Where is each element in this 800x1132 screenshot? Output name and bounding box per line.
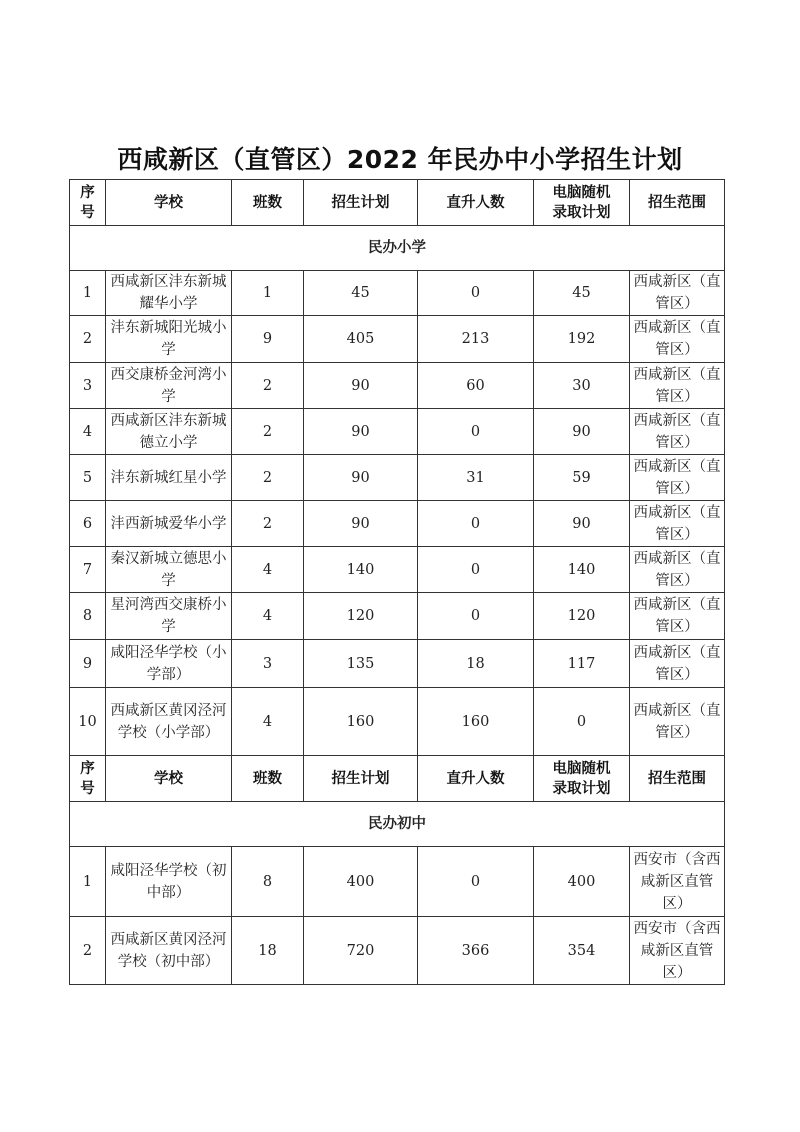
header-no: 序号: [70, 180, 106, 226]
class-count: 8: [232, 847, 304, 917]
enrollment-scope: 西咸新区（直管区）: [630, 640, 725, 688]
direct-promotion-count: 213: [418, 316, 534, 363]
table-row: [70, 847, 725, 917]
row-number: 7: [70, 547, 106, 593]
table-row: [70, 271, 725, 316]
row-number: 10: [70, 688, 106, 756]
table-row: [70, 455, 725, 501]
table-row: [70, 409, 725, 455]
table-header-row: [70, 180, 725, 226]
school-name: 西咸新区沣东新城德立小学: [106, 409, 232, 455]
direct-promotion-count: 0: [418, 847, 534, 917]
header-plan: 招生计划: [304, 180, 418, 226]
row-number: 3: [70, 363, 106, 409]
class-count: 2: [232, 501, 304, 547]
random-admission-plan: 45: [534, 271, 630, 316]
enrollment-scope: 西咸新区（直管区）: [630, 316, 725, 363]
enrollment-plan: 160: [304, 688, 418, 756]
header-classes: 班数: [232, 180, 304, 226]
enrollment-plan: 400: [304, 847, 418, 917]
enrollment-plan: 90: [304, 501, 418, 547]
enrollment-plan: 90: [304, 363, 418, 409]
class-count: 2: [232, 455, 304, 501]
table-row: [70, 688, 725, 756]
enrollment-scope: 西咸新区（直管区）: [630, 547, 725, 593]
direct-promotion-count: 60: [418, 363, 534, 409]
enrollment-plan: 140: [304, 547, 418, 593]
class-count: 1: [232, 271, 304, 316]
enrollment-plan: 90: [304, 409, 418, 455]
school-name: 星河湾西交康桥小学: [106, 593, 232, 640]
row-number: 1: [70, 271, 106, 316]
table-row: [70, 640, 725, 688]
row-number: 8: [70, 593, 106, 640]
row-number: 1: [70, 847, 106, 917]
table-row: [70, 501, 725, 547]
random-admission-plan: 90: [534, 501, 630, 547]
class-count: 9: [232, 316, 304, 363]
header-classes: 班数: [232, 756, 304, 802]
random-admission-plan: 400: [534, 847, 630, 917]
section-heading-row: [70, 226, 725, 271]
school-name: 秦汉新城立德思小学: [106, 547, 232, 593]
random-admission-plan: 120: [534, 593, 630, 640]
section-heading-row: [70, 802, 725, 847]
table-body: [70, 180, 725, 985]
school-name: 西交康桥金河湾小学: [106, 363, 232, 409]
enrollment-plan: 135: [304, 640, 418, 688]
class-count: 4: [232, 688, 304, 756]
section-heading: 民办小学: [70, 226, 725, 271]
direct-promotion-count: 366: [418, 917, 534, 985]
row-number: 2: [70, 316, 106, 363]
header-school: 学校: [106, 180, 232, 226]
school-name: 沣东新城红星小学: [106, 455, 232, 501]
random-admission-plan: 30: [534, 363, 630, 409]
class-count: 4: [232, 547, 304, 593]
enrollment-plan: 120: [304, 593, 418, 640]
random-admission-plan: 354: [534, 917, 630, 985]
row-number: 5: [70, 455, 106, 501]
class-count: 2: [232, 409, 304, 455]
row-number: 4: [70, 409, 106, 455]
school-name: 沣西新城爱华小学: [106, 501, 232, 547]
header-no: 序号: [70, 756, 106, 802]
table-row: [70, 593, 725, 640]
header-direct: 直升人数: [418, 756, 534, 802]
direct-promotion-count: 160: [418, 688, 534, 756]
enrollment-scope: 西咸新区（直管区）: [630, 593, 725, 640]
enrollment-scope: 西咸新区（直管区）: [630, 409, 725, 455]
page-title: 西咸新区（直管区）2022 年民办中小学招生计划: [117, 145, 683, 174]
enrollment-plan: 405: [304, 316, 418, 363]
random-admission-plan: 140: [534, 547, 630, 593]
direct-promotion-count: 0: [418, 271, 534, 316]
random-admission-plan: 117: [534, 640, 630, 688]
enrollment-plan-table: [69, 179, 725, 985]
random-admission-plan: 90: [534, 409, 630, 455]
enrollment-scope: 西咸新区（直管区）: [630, 271, 725, 316]
direct-promotion-count: 0: [418, 593, 534, 640]
enrollment-scope: 西咸新区（直管区）: [630, 501, 725, 547]
class-count: 2: [232, 363, 304, 409]
header-scope: 招生范围: [630, 756, 725, 802]
table-row: [70, 547, 725, 593]
direct-promotion-count: 31: [418, 455, 534, 501]
header-random: 电脑随机录取计划: [534, 180, 630, 226]
direct-promotion-count: 0: [418, 409, 534, 455]
header-random: 电脑随机录取计划: [534, 756, 630, 802]
header-scope: 招生范围: [630, 180, 725, 226]
row-number: 2: [70, 917, 106, 985]
enrollment-plan: 45: [304, 271, 418, 316]
class-count: 3: [232, 640, 304, 688]
enrollment-scope: 西安市（含西咸新区直管区）: [630, 847, 725, 917]
direct-promotion-count: 0: [418, 501, 534, 547]
table-row: [70, 917, 725, 985]
section-heading: 民办初中: [70, 802, 725, 847]
enrollment-scope: 西咸新区（直管区）: [630, 688, 725, 756]
row-number: 6: [70, 501, 106, 547]
direct-promotion-count: 0: [418, 547, 534, 593]
header-plan: 招生计划: [304, 756, 418, 802]
header-direct: 直升人数: [418, 180, 534, 226]
school-name: 西咸新区黄冈泾河学校（初中部）: [106, 917, 232, 985]
class-count: 4: [232, 593, 304, 640]
table-row: [70, 363, 725, 409]
random-admission-plan: 192: [534, 316, 630, 363]
class-count: 18: [232, 917, 304, 985]
row-number: 9: [70, 640, 106, 688]
enrollment-scope: 西安市（含西咸新区直管区）: [630, 917, 725, 985]
table-header-row: [70, 756, 725, 802]
random-admission-plan: 59: [534, 455, 630, 501]
enrollment-plan: 90: [304, 455, 418, 501]
direct-promotion-count: 18: [418, 640, 534, 688]
school-name: 西咸新区沣东新城耀华小学: [106, 271, 232, 316]
school-name: 西咸新区黄冈泾河学校（小学部）: [106, 688, 232, 756]
school-name: 沣东新城阳光城小学: [106, 316, 232, 363]
school-name: 咸阳泾华学校（初中部）: [106, 847, 232, 917]
school-name: 咸阳泾华学校（小学部）: [106, 640, 232, 688]
random-admission-plan: 0: [534, 688, 630, 756]
enrollment-scope: 西咸新区（直管区）: [630, 455, 725, 501]
enrollment-scope: 西咸新区（直管区）: [630, 363, 725, 409]
table-row: [70, 316, 725, 363]
header-school: 学校: [106, 756, 232, 802]
enrollment-plan: 720: [304, 917, 418, 985]
